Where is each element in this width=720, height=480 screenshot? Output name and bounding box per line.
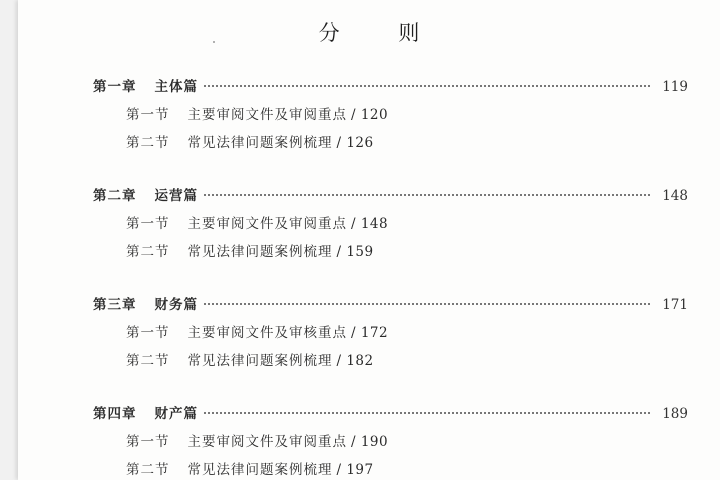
section-page: / 159 [336, 244, 374, 260]
section-name: 常见法律问题案例梳理 [187, 135, 333, 151]
toc-chapter-1[interactable] [93, 75, 688, 95]
chapter-name: 主体篇 [154, 79, 198, 95]
section-page: / 126 [336, 135, 374, 151]
chapter-label: 第三章 [93, 297, 137, 313]
toc-section-3-1[interactable] [126, 321, 388, 341]
chapter-page: 171 [662, 297, 688, 313]
section-name: 主要审阅文件及审阅重点 [187, 434, 347, 450]
chapter-name: 运营篇 [154, 188, 198, 204]
toc-section-3-2[interactable] [126, 349, 374, 369]
section-label: 第二节 [126, 244, 170, 260]
chapter-label: 第二章 [93, 188, 137, 204]
toc-chapter-4[interactable] [93, 402, 688, 422]
page-title: 分 则 [318, 21, 446, 45]
section-label: 第二节 [126, 353, 170, 369]
section-page: / 197 [336, 462, 374, 478]
toc-section-2-2[interactable] [126, 240, 374, 260]
chapter-label: 第四章 [93, 406, 137, 422]
section-label: 第一节 [126, 107, 170, 123]
section-label: 第二节 [126, 462, 170, 478]
section-label: 第一节 [126, 325, 170, 341]
chapter-page: 189 [662, 406, 688, 422]
scan-speck [213, 41, 215, 43]
section-label: 第一节 [126, 216, 170, 232]
section-name: 常见法律问题案例梳理 [187, 462, 333, 478]
chapter-page: 148 [662, 188, 688, 204]
toc-section-4-1[interactable] [126, 430, 388, 450]
toc-section-1-1[interactable] [126, 103, 388, 123]
section-page: / 120 [351, 107, 389, 123]
chapter-label: 第一章 [93, 79, 137, 95]
chapter-name: 财务篇 [154, 297, 198, 313]
section-name: 主要审阅文件及审阅重点 [187, 107, 347, 123]
document-page [18, 0, 720, 480]
section-page: / 172 [351, 325, 389, 341]
section-label: 第二节 [126, 135, 170, 151]
toc-section-2-1[interactable] [126, 212, 388, 232]
toc-section-4-2[interactable] [126, 458, 374, 478]
section-page: / 182 [336, 353, 374, 369]
toc-chapter-2[interactable] [93, 184, 688, 204]
dot-leader [204, 193, 650, 196]
section-label: 第一节 [126, 434, 170, 450]
dot-leader [204, 302, 650, 305]
section-name: 常见法律问题案例梳理 [187, 244, 333, 260]
section-name: 主要审阅文件及审核重点 [187, 325, 347, 341]
toc-section-1-2[interactable] [126, 131, 374, 151]
section-page: / 148 [351, 216, 389, 232]
section-name: 主要审阅文件及审阅重点 [187, 216, 347, 232]
section-page: / 190 [351, 434, 389, 450]
chapter-page: 119 [662, 79, 688, 95]
section-name: 常见法律问题案例梳理 [187, 353, 333, 369]
toc-chapter-3[interactable] [93, 293, 688, 313]
dot-leader [204, 84, 650, 87]
chapter-name: 财产篇 [154, 406, 198, 422]
dot-leader [204, 411, 650, 414]
